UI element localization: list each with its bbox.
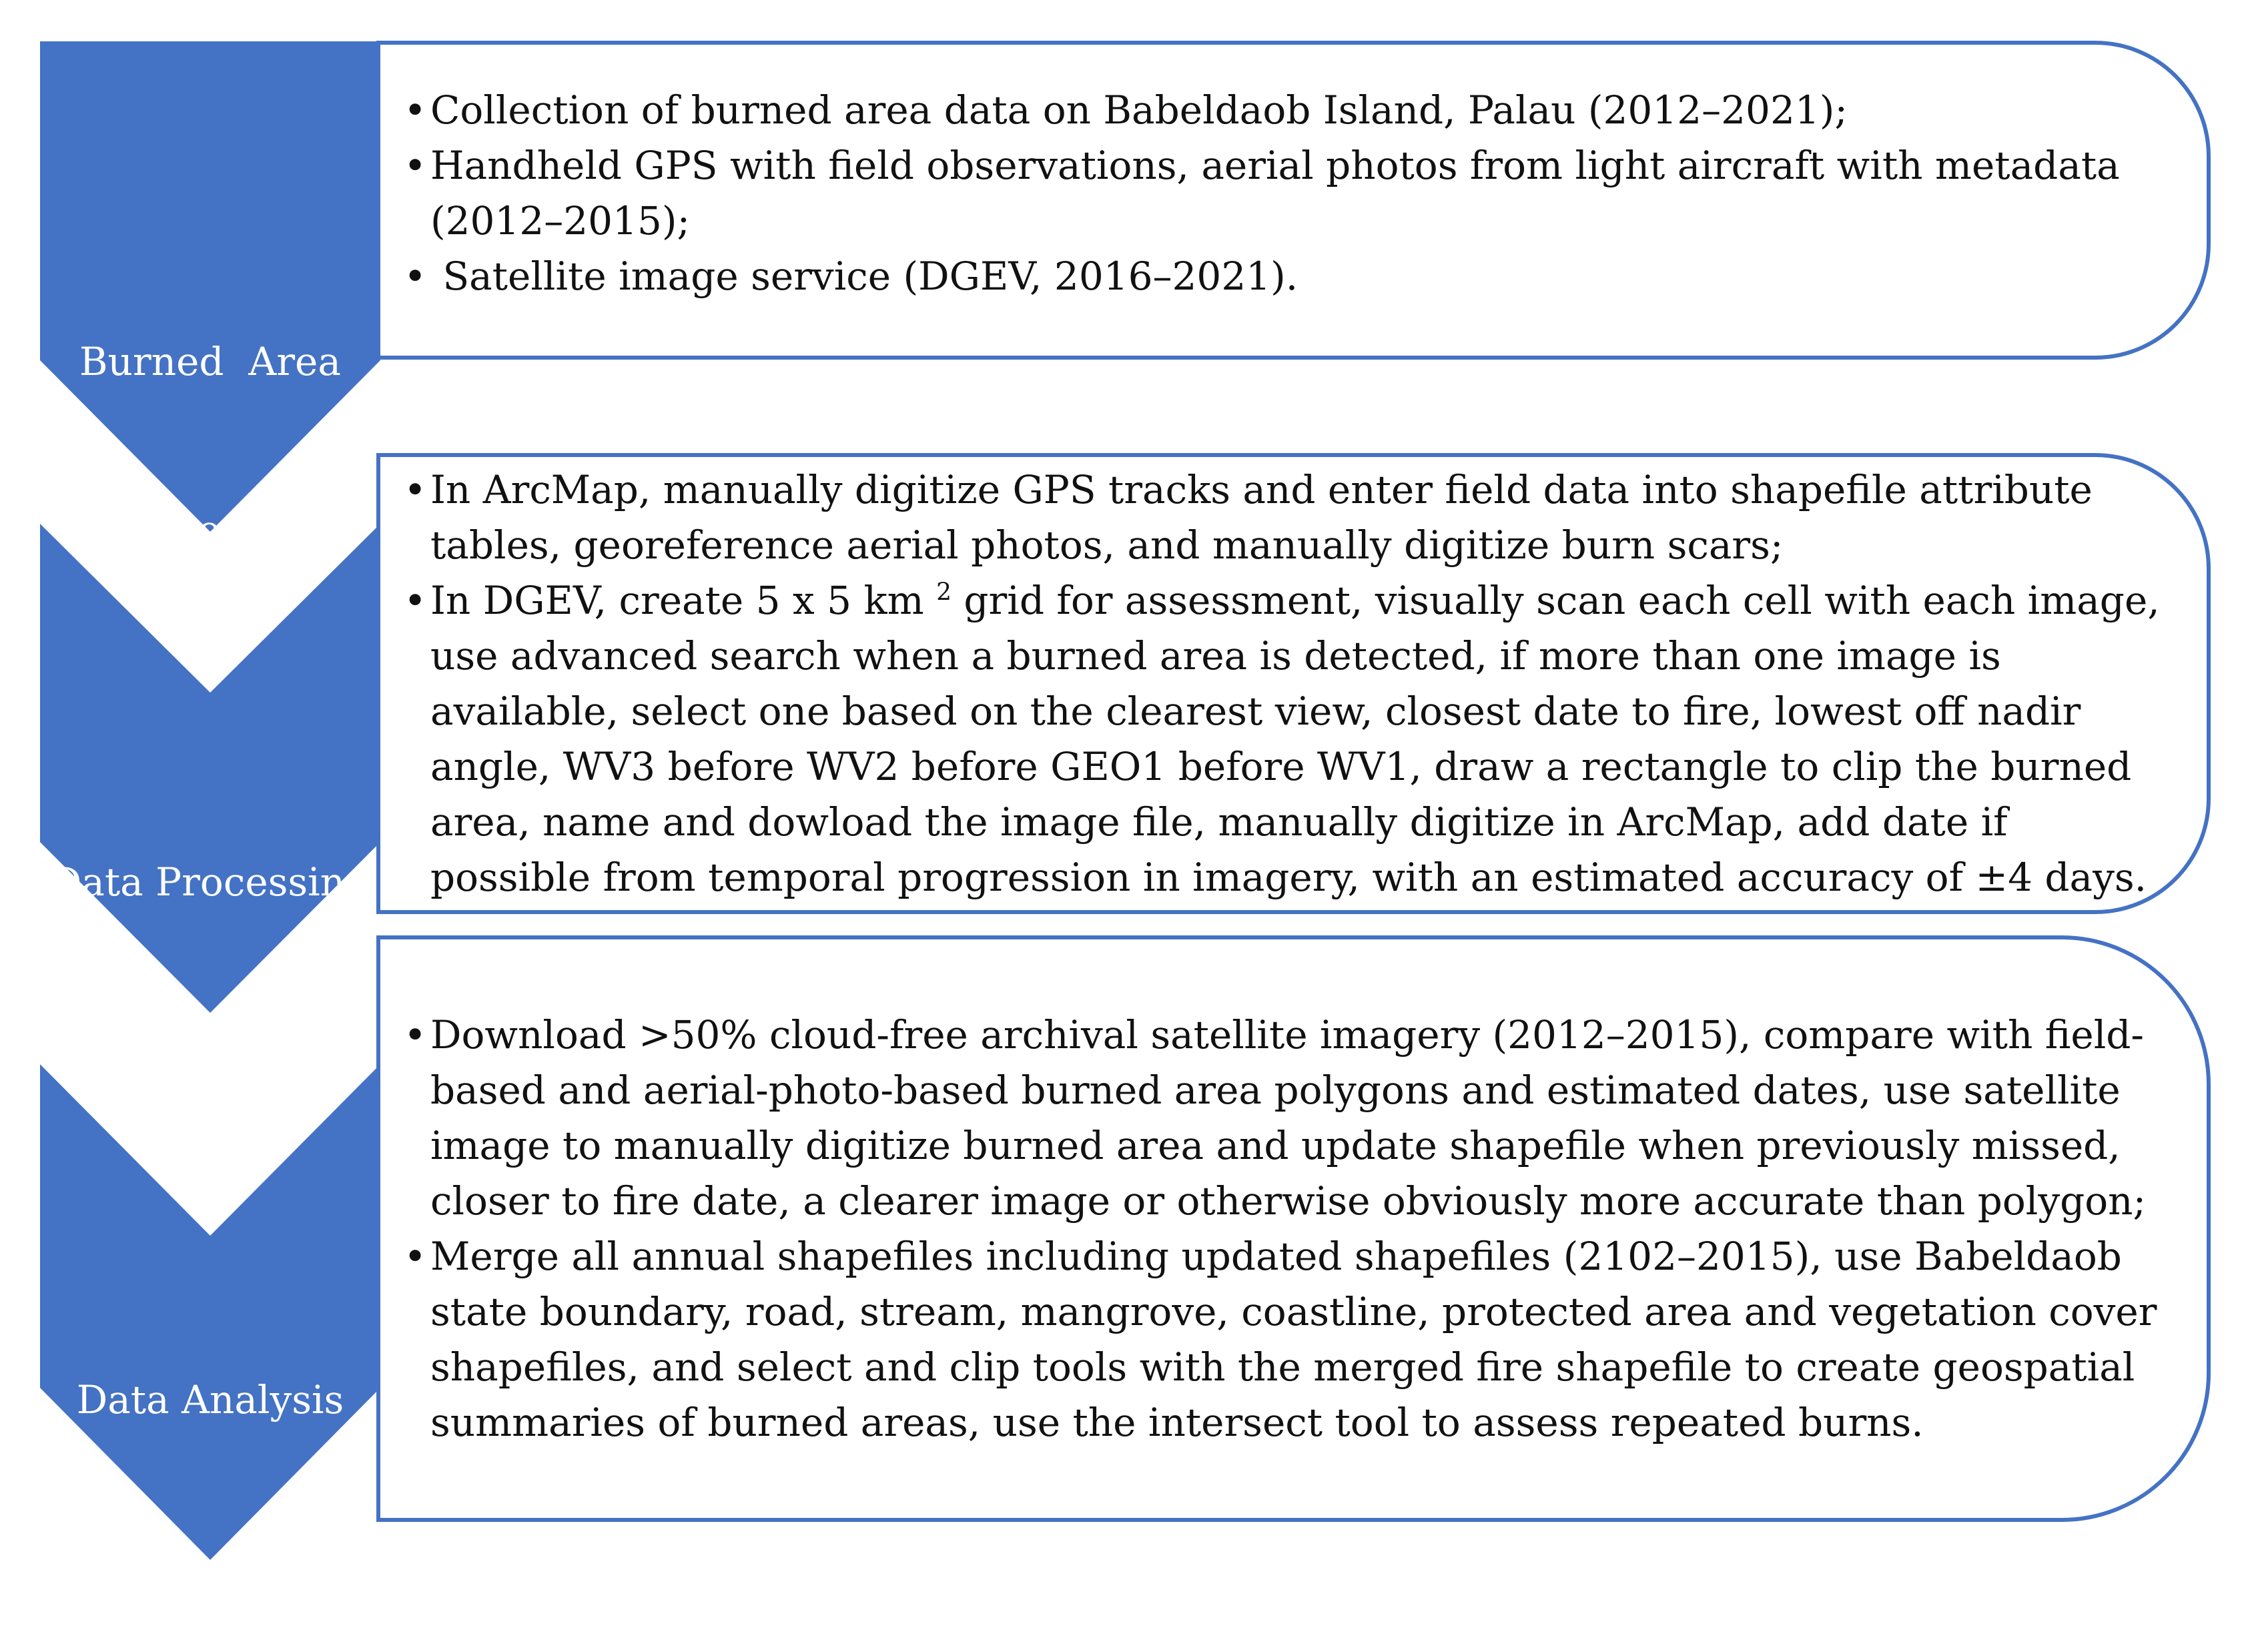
bullet-symbol: • — [404, 578, 427, 623]
stage-2-text — [404, 462, 2179, 905]
stage-1-label — [40, 222, 380, 614]
stage-2-bullet-1 — [404, 462, 2179, 573]
bullet-symbol: • — [404, 1234, 427, 1279]
bullet-symbol: • — [404, 254, 427, 299]
stage-1-label-line-2: Documentation — [60, 507, 360, 552]
bullet-symbol: • — [404, 143, 427, 188]
bullet-symbol: • — [404, 87, 427, 133]
stage-3-bullet-2 — [404, 1229, 2165, 1451]
bullet-text: Download >50% cloud-free archival satellite imagery (2012–2015), compare with field-based and aerial-photo-based burned area polygons and estimated dates, use satellite image to manually digitize burned area and update shapefile when previously missed, closer to fire date, a clearer image or otherwise obviously more accurate than polygon; — [430, 1012, 2147, 1224]
stage-3-label-line-1: Data Analysis — [76, 1377, 344, 1422]
bullet-symbol: • — [404, 1012, 427, 1058]
bullet-text: Collection of burned area data on Babeldaob Island, Palau (2012–2021); — [430, 87, 1848, 133]
stage-1-bullet-1 — [404, 83, 2165, 138]
stage-1-bullet-3 — [404, 249, 2165, 304]
stage-1-text — [404, 83, 2165, 304]
bullet-text: Handheld GPS with field observations, aerial photos from light aircraft with metadata (2012–2015); — [430, 143, 2120, 244]
bullet-text-after: grid for assessment, visually scan each cell with each image, use advanced search when a burned area is detected, if more than one image is available, select one based on the clearest view, closest date to fire, lowest off nadir angle, WV3 before WV2 before GEO1 before WV1, draw a rectangle to clip the burned area, name and dowload the image file, manually digitize in ArcMap, add date if possible from temporal progression in imagery, with an estimated accuracy of ±4 days. — [430, 578, 2173, 900]
bullet-symbol: • — [404, 467, 427, 512]
stage-3-label — [40, 1260, 380, 1652]
bullet-text: In ArcMap, manually digitize GPS tracks and enter field data into shapefile attribute tables, georeference aerial photos, and manually digitize burn scars; — [430, 467, 2093, 568]
stage-2-bullet-2 — [404, 573, 2179, 905]
bullet-text-before: In DGEV, create 5 x 5 km — [430, 578, 937, 623]
superscript-2: 2 — [936, 578, 952, 606]
stage-1-label-line-1: Burned Area — [79, 339, 341, 384]
stage-2-label-line-1: Data Processing — [50, 859, 370, 905]
stage-3-bullet-1 — [404, 1007, 2165, 1229]
bullet-text: Merge all annual shapefiles including updated shapefiles (2102–2015), use Babeldaob state boundary, road, stream, mangrove, coastline, protected area and vegetation cover shapefiles, and select and clip tools with the merged fire shapefile to create geospatial summaries of burned areas, use the intersect tool to assess repeated burns. — [430, 1234, 2157, 1445]
stage-3-text — [404, 1007, 2165, 1451]
stage-3-label-line-2: and Summary — [73, 1545, 347, 1591]
stage-1-bullet-2 — [404, 138, 2165, 249]
stage-2-label — [40, 742, 380, 966]
bullet-text: Satellite image service (DGEV, 2016–2021). — [430, 254, 1298, 299]
